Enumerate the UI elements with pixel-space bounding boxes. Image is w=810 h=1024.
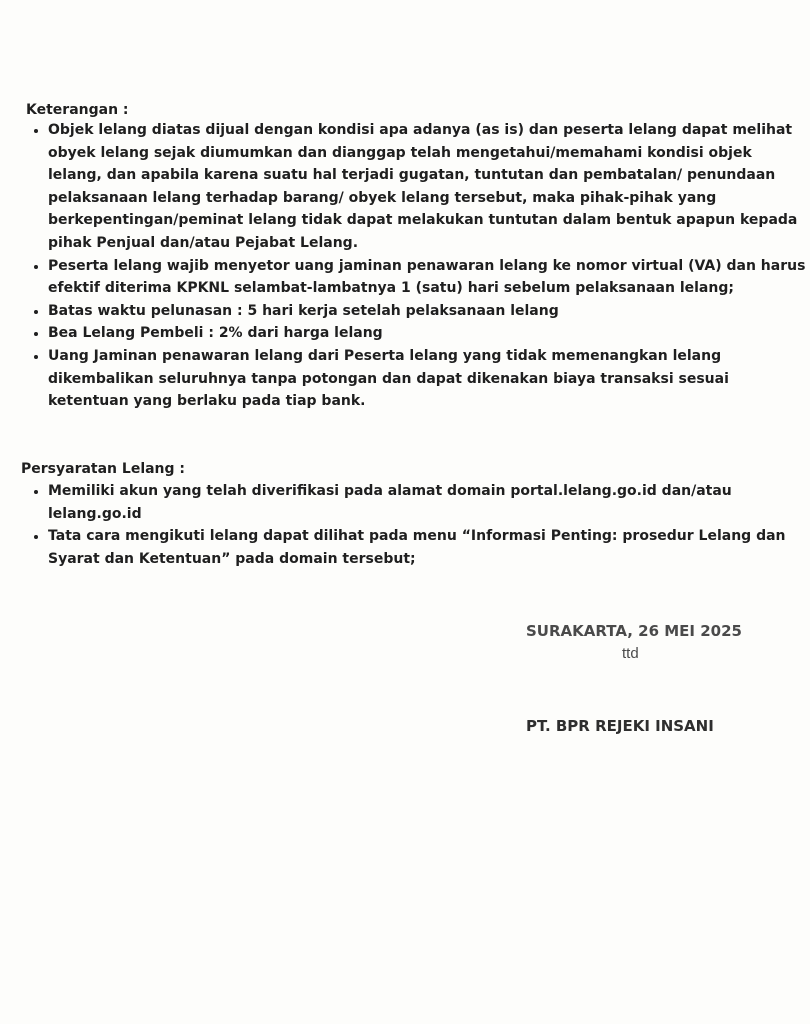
persyaratan-heading: Persyaratan Lelang : [21,461,186,477]
list-item: • Batas waktu pelunasan : 5 hari kerja setelah pelaksanaan lelang [48,300,808,323]
signature-company: PT. BPR REJEKI INSANI [526,717,714,735]
list-item: • Peserta lelang wajib menyetor uang jaminan penawaran lelang ke nomor virtual (VA) dan harus efektif diterima KPKNL selambat-lambatnya 1 (satu) hari sebelum pelaksanaan lelang; [48,255,808,300]
list-item: • Objek lelang diatas dijual dengan kondisi apa adanya (as is) dan peserta lelang dapat melihat obyek lelang sejak diumumkan dan dianggap telah mengetahui/memahami kondisi objek lelang, dan apabila karena suatu hal terjadi gugatan, tuntutan dan pembatalan/ penundaan pelaksanaan lelang terhadap barang/ obyek lelang tersebut, maka pihak-pihak yang berkepentingan/peminat lelang tidak dapat melakukan tuntutan dalam bentuk apapun kepada pihak Penjual dan/atau Pejabat Lelang. [48,119,808,255]
list-item: • Memiliki akun yang telah diverifikasi pada alamat domain portal.lelang.go.id dan/atau lelang.go.id [48,480,808,525]
list-item: • Uang Jaminan penawaran lelang dari Peserta lelang yang tidak memenangkan lelang dikembalikan seluruhnya tanpa potongan dan dapat dikenakan biaya transaksi sesuai ketentuan yang berlaku pada tiap bank. [48,345,808,413]
keterangan-heading: Keterangan : [26,102,129,118]
list-item: • Bea Lelang Pembeli : 2% dari harga lelang [48,322,808,345]
signature-ttd: ttd [622,645,639,662]
keterangan-list [20,119,808,413]
signature-place-date: SURAKARTA, 26 MEI 2025 [526,622,742,640]
list-item: • Tata cara mengikuti lelang dapat dilihat pada menu “Informasi Penting: prosedur Lelang dan Syarat dan Ketentuan” pada domain tersebut; [48,525,808,570]
persyaratan-list [20,480,808,570]
